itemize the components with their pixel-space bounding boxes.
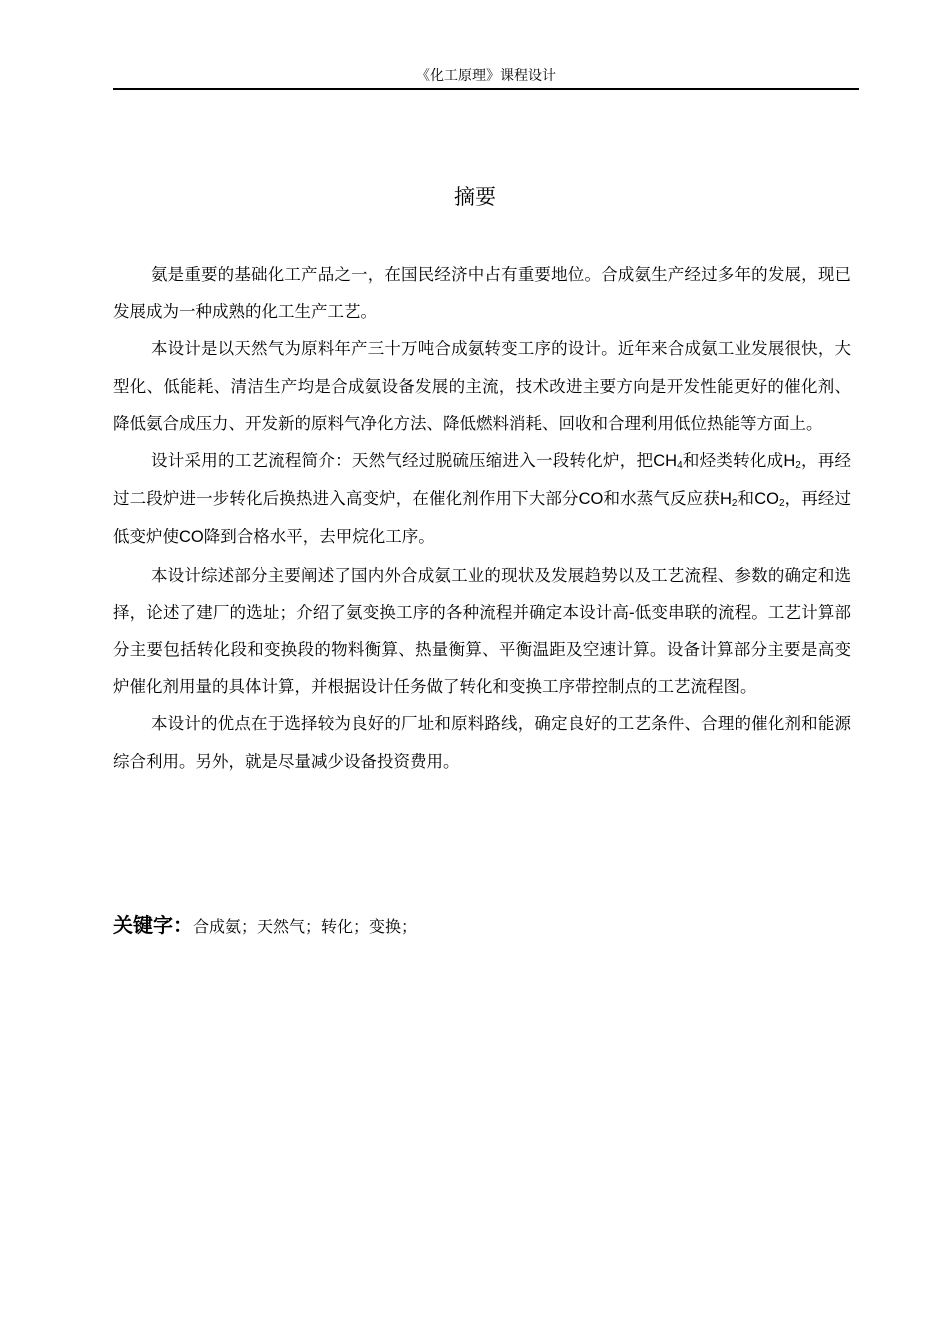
formula-ch4-sub: 4 [677, 460, 683, 472]
p3-text-2: 和烃类转化成 [682, 451, 784, 471]
formula-h2-second-sub: 2 [731, 498, 738, 510]
formula-co-second: CO [179, 528, 204, 547]
p3-text-6: ，再经过低变炉使 [113, 489, 852, 547]
formula-h2-second [720, 490, 737, 508]
p3-text-5: 和 [737, 489, 755, 509]
keywords-line [113, 910, 853, 942]
paragraph-3 [113, 442, 851, 557]
p3-text-7: 降到合格水平，去甲烷化工序。 [203, 527, 435, 547]
abstract-body [113, 256, 851, 780]
formula-co2-sub: 2 [778, 498, 785, 510]
formula-h2-second-base: H [719, 490, 732, 509]
formula-co: CO [578, 490, 604, 509]
p3-text-4: 和水蒸气反应获 [603, 489, 720, 509]
formula-co2-base: CO [754, 490, 779, 509]
p3-text-1: 设计采用的工艺流程简介：天然气经过脱硫压缩进入一段转化炉，把 [151, 451, 654, 471]
formula-h2-sub: 2 [795, 460, 801, 472]
paragraph-1: 氨是重要的基础化工产品之一，在国民经济中占有重要地位。合成氨生产经过多年的发展，现已发展成为一种成熟的化工生产工艺。 [113, 265, 851, 322]
p3-text-3: ，再经过二段炉进一步转化后换热进入高变炉，在催化剂作用下大部分 [113, 451, 852, 509]
formula-co2 [754, 490, 784, 508]
abstract-title: 摘要 [454, 185, 496, 209]
formula-ch4-base: CH [653, 452, 678, 471]
paragraph-4: 本设计综述部分主要阐述了国内外合成氨工业的现状及发展趋势以及工艺流程、参数的确定和选择，论述了建厂的选址；介绍了氨变换工序的各种流程并确定本设计高-低变串联的流程。工艺计算部分主要包括转化段和变换段的物料衡算、热量衡算、平衡温距及空速计算。设备计算部分主要是高变炉催化剂用量的具体计算，并根据设计任务做了转化和变换工序带控制点的工艺流程图。 [113, 565, 851, 697]
running-header: 《化工原理》课程设计 [416, 68, 556, 84]
formula-h2 [783, 452, 800, 470]
paragraph-2: 本设计是以天然气为原料年产三十万吨合成氨转变工序的设计。近年来合成氨工业发展很快，大型化、低能耗、清洁生产均是合成氨设备发展的主流，技术改进主要方向是开发性能更好的催化剂、降低氨合成压力、开发新的原料气净化方法、降低燃料消耗、回收和合理利用低位热能等方面上。 [113, 339, 851, 433]
header-rule [113, 88, 859, 90]
formula-h2-base: H [783, 452, 796, 471]
paragraph-5: 本设计的优点在于选择较为良好的厂址和原料路线，确定良好的工艺条件、合理的催化剂和能源综合利用。另外，就是尽量减少设备投资费用。 [113, 714, 851, 771]
formula-ch4 [653, 452, 682, 470]
keywords-value: 合成氨；天然气；转化；变换； [193, 917, 418, 936]
keywords-label: 关键字： [113, 913, 193, 937]
